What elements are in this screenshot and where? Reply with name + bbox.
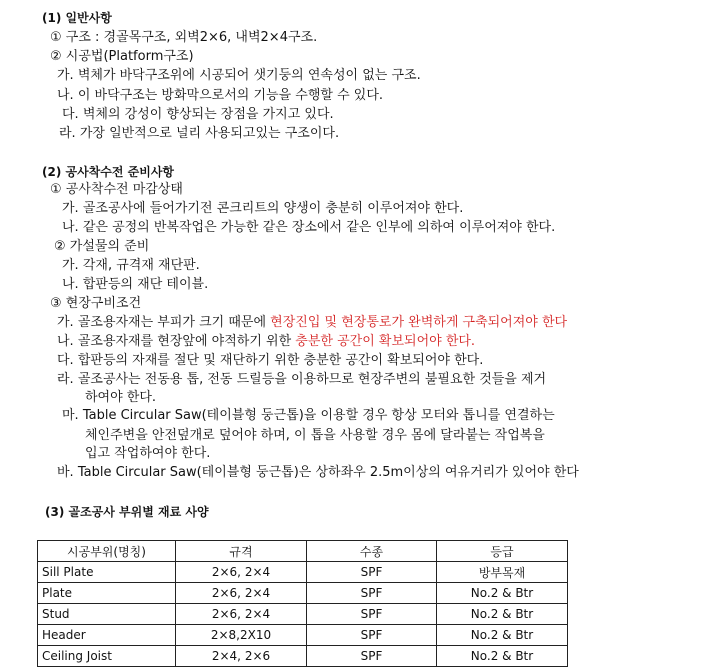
table-cell: Sill Plate	[38, 562, 176, 583]
section2-item1: ① 공사착수전 마감상태	[50, 182, 183, 197]
section2-item1-a: 가. 골조공사에 들어가기전 콘크리트의 양생이 충분히 이루어져야 한다.	[62, 201, 464, 216]
table-cell: No.2 & Btr	[437, 583, 568, 604]
section2-item3-a	[57, 314, 567, 332]
table-row	[38, 604, 568, 625]
item3-a-text: 가. 골조용자재는 부피가 크기 때문에	[57, 315, 271, 330]
table-row	[38, 625, 568, 646]
table-cell: Stud	[38, 604, 176, 625]
table-cell: Ceiling Joist	[38, 646, 176, 667]
section2-item3-e-line2: 체인주변을 안전덮개로 덮어야 하며, 이 톱을 사용할 경우 몸에 달라붙는 작업복을	[85, 428, 545, 443]
item3-a-emphasis: 현장진입 및 현장통로가 완벽하게 구축되어져야 한다	[270, 315, 568, 330]
section2-item3-d-line2: 하여야 한다.	[85, 390, 157, 405]
section2-item3-d-line1: 라. 골조공사는 전동용 톱, 전동 드릴등을 이용하므로 현장주변의 불필요한 것들을 제거	[57, 372, 547, 387]
header-cell: 등급	[437, 541, 568, 562]
section2-item2-b: 나. 합판등의 재단 테이블.	[62, 277, 209, 292]
header-cell: 수종	[307, 541, 437, 562]
section2-item2: ② 가설물의 준비	[54, 239, 150, 254]
section2-item2-a: 가. 각재, 규격재 재단판.	[62, 258, 200, 273]
section2-item3-e-line1: 마. Table Circular Saw(테이블형 둥근톱)을 이용할 경우 항상 모터와 톱니를 연결하는	[62, 408, 555, 423]
section2-item3-b	[57, 333, 475, 351]
item3-b-emphasis: 충분한 공간이 확보되어야 한다.	[295, 334, 476, 349]
section2-item1-b: 나. 같은 공정의 반복작업은 가능한 같은 장소에서 같은 인부에 의하여 이루어져야 한다.	[62, 220, 556, 235]
section1-title: (1) 일반사항	[42, 11, 112, 25]
table-cell: Header	[38, 625, 176, 646]
section2-item3-c: 다. 합판등의 자재를 절단 및 재단하기 위한 충분한 공간이 확보되어야 한다.	[57, 353, 484, 368]
table-cell: SPF	[307, 646, 437, 667]
table-cell: 2×8,2X10	[176, 625, 307, 646]
table-cell: SPF	[307, 604, 437, 625]
header-cell: 규격	[176, 541, 307, 562]
table-cell: No.2 & Btr	[437, 646, 568, 667]
table-row	[38, 562, 568, 583]
section1-sub-d: 라. 가장 일반적으로 널리 사용되고있는 구조이다.	[59, 126, 340, 141]
section1-item2: ② 시공법(Platform구조)	[50, 49, 194, 64]
table-cell: SPF	[307, 562, 437, 583]
section1-sub-a: 가. 벽체가 바닥구조위에 시공되어 샛기둥의 연속성이 없는 구조.	[57, 68, 421, 83]
section2-item3-f: 바. Table Circular Saw(테이블형 둥근톱)은 상하좌우 2.5m이상의 여유거리가 있어야 한다	[57, 465, 579, 480]
table-cell: 2×6, 2×4	[176, 562, 307, 583]
table-cell: Plate	[38, 583, 176, 604]
table-cell: 2×4, 2×6	[176, 646, 307, 667]
table-cell: No.2 & Btr	[437, 625, 568, 646]
table-cell: SPF	[307, 583, 437, 604]
table-cell: No.2 & Btr	[437, 604, 568, 625]
section1-sub-c: 다. 벽체의 강성이 향상되는 장점을 가지고 있다.	[62, 107, 334, 122]
table-cell: 방부목재	[437, 562, 568, 583]
item3-b-text: 나. 골조용자재를 현장앞에 야적하기 위한	[57, 334, 296, 349]
section2-item3: ③ 현장구비조건	[50, 296, 142, 311]
material-spec-table	[37, 540, 568, 667]
section3-title: (3) 골조공사 부위별 재료 사양	[45, 505, 209, 519]
table-cell: 2×6, 2×4	[176, 583, 307, 604]
section2-item3-e-line3: 입고 작업하여야 한다.	[85, 446, 211, 461]
table-cell: SPF	[307, 625, 437, 646]
table-header-row	[38, 541, 568, 562]
section1-item1: ① 구조 : 경골목구조, 외벽2×6, 내벽2×4구조.	[50, 30, 318, 45]
section1-sub-b: 나. 이 바닥구조는 방화막으로서의 기능을 수행할 수 있다.	[57, 88, 384, 103]
table-row	[38, 646, 568, 667]
table-row	[38, 583, 568, 604]
header-cell: 시공부위(명칭)	[38, 541, 176, 562]
section2-title: (2) 공사착수전 준비사항	[42, 165, 175, 179]
table-cell: 2×6, 2×4	[176, 604, 307, 625]
